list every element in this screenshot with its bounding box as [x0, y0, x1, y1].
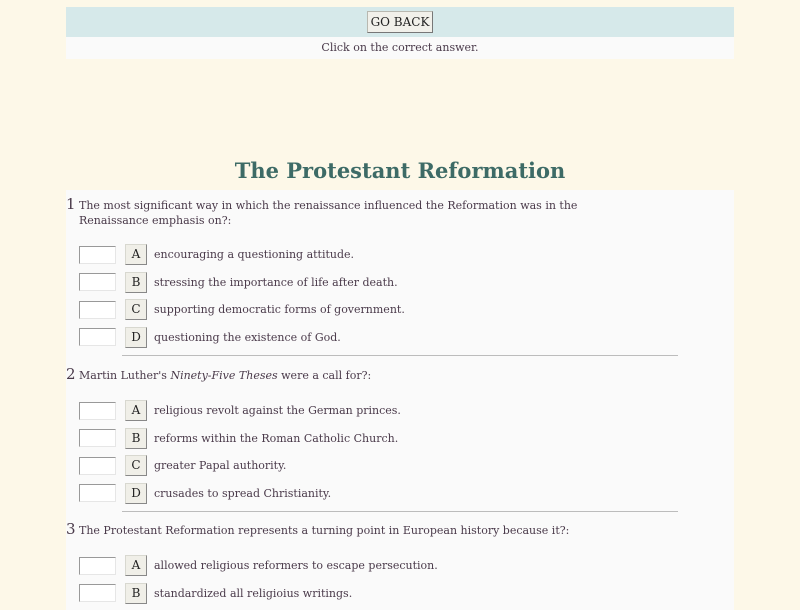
question-number: 2: [66, 365, 76, 383]
option-text: supporting democratic forms of government.: [154, 303, 405, 317]
answer-box: [79, 557, 116, 575]
question-1: [66, 196, 626, 351]
option-c: [79, 296, 626, 324]
option-c: [79, 452, 626, 480]
option-text: questioning the existence of God.: [154, 330, 341, 344]
question-text-italic: Ninety-Five Theses: [170, 369, 278, 382]
option-d: [79, 480, 626, 508]
option-b: [79, 269, 626, 297]
question-number: 3: [66, 520, 76, 538]
option-text: encouraging a questioning attitude.: [154, 248, 355, 262]
answer-box: [79, 328, 116, 346]
question-text-part: Martin Luther's: [79, 369, 171, 382]
option-text: standardized all religioius writings.: [154, 586, 353, 600]
option-a-button[interactable]: A: [125, 555, 147, 576]
question-3: [66, 521, 626, 607]
question-text: [79, 366, 626, 383]
instruction-text: Click on the correct answer.: [66, 37, 734, 59]
option-text: allowed religious reformers to escape persecution.: [154, 559, 438, 573]
option-a: [79, 241, 626, 269]
option-text: reforms within the Roman Catholic Church.: [154, 431, 399, 445]
question-text-part: were a call for?:: [277, 369, 372, 382]
option-a: [79, 552, 626, 580]
divider: [122, 511, 678, 512]
option-a-button[interactable]: A: [125, 400, 147, 421]
go-back-button[interactable]: GO BACK: [367, 11, 434, 33]
option-d-button[interactable]: D: [125, 483, 147, 504]
option-a: [79, 397, 626, 425]
divider: [122, 355, 678, 356]
option-text: religious revolt against the German princes.: [154, 404, 401, 418]
question-text: The most significant way in which the renaissance influenced the Reformation was in the Renaissance emphasis on?:: [79, 199, 578, 227]
option-text: greater Papal authority.: [154, 459, 287, 473]
option-b: [79, 580, 626, 608]
answer-box: [79, 273, 116, 291]
option-text: stressing the importance of life after death.: [154, 275, 398, 289]
page-title: The Protestant Reformation: [234, 158, 566, 183]
answer-box: [79, 301, 116, 319]
option-d-button[interactable]: D: [125, 327, 147, 348]
question-text: The Protestant Reformation represents a turning point in European history because it?:: [79, 524, 570, 537]
answer-box: [79, 457, 116, 475]
option-b: [79, 425, 626, 453]
answer-box: [79, 429, 116, 447]
option-c-button[interactable]: C: [125, 455, 147, 476]
option-b-button[interactable]: B: [125, 583, 147, 604]
answer-box: [79, 402, 116, 420]
question-number: 1: [66, 195, 76, 213]
option-d: [79, 324, 626, 352]
option-b-button[interactable]: B: [125, 272, 147, 293]
option-c-button[interactable]: C: [125, 299, 147, 320]
answer-box: [79, 484, 116, 502]
top-bar: [66, 7, 734, 37]
option-text: crusades to spread Christianity.: [154, 486, 332, 500]
option-a-button[interactable]: A: [125, 244, 147, 265]
answer-box: [79, 246, 116, 264]
question-2: [66, 366, 626, 507]
option-b-button[interactable]: B: [125, 428, 147, 449]
